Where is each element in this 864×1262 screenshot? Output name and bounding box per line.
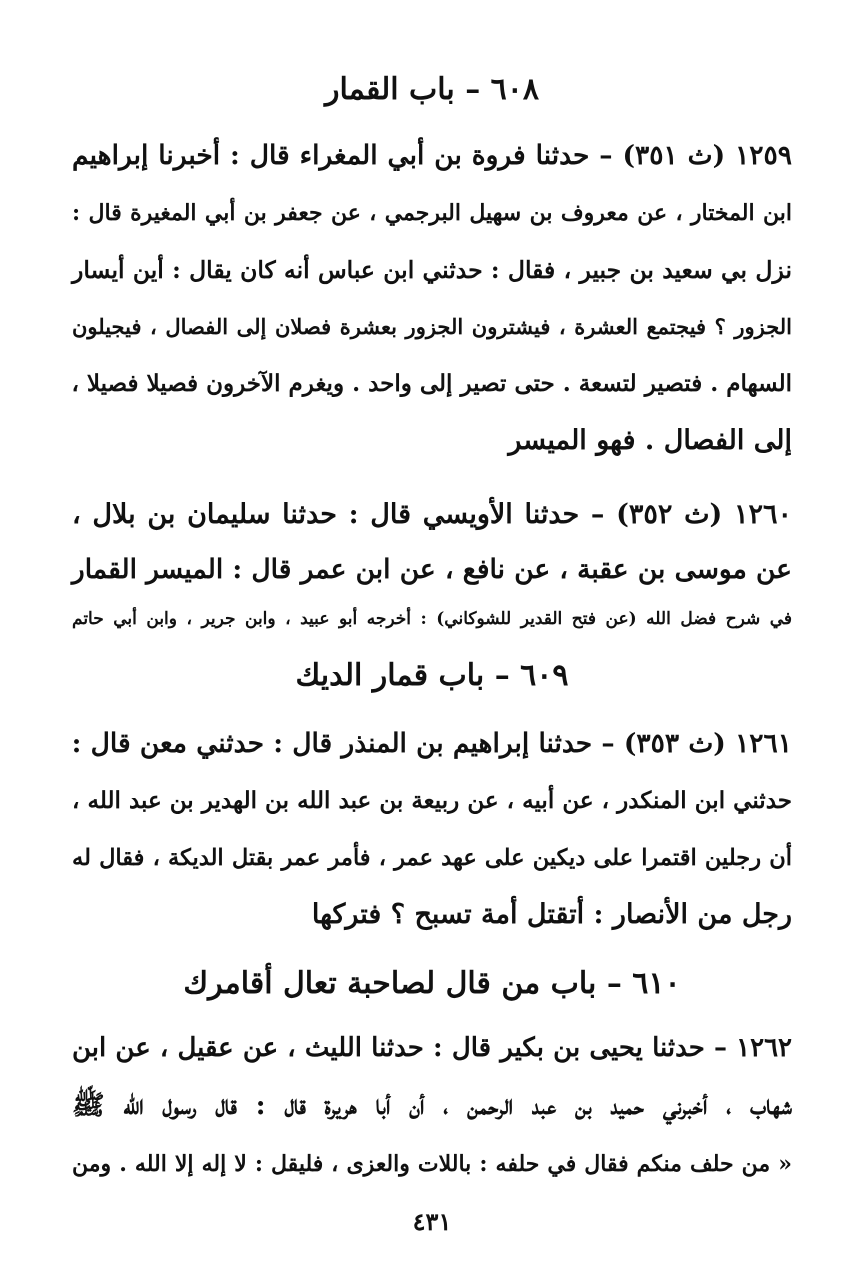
chapter-heading-610-text: ٦١٠ – باب من قال لصاحبة تعال أقامرك	[183, 966, 681, 1001]
hadith-1259-line-6: إلى الفصال . فهو الميسر	[508, 425, 792, 456]
chapter-heading-608	[0, 68, 864, 112]
hadith-1262-line-2: شهاب ، أخبرني حميد بن عبد الرحمن ، أن أبا هريرة قال : قال رسول الله ﷺ	[72, 1090, 792, 1121]
hadith-1260-line-2: عن موسى بن عقبة ، عن نافع ، عن ابن عمر قال : الميسر القمار	[71, 554, 792, 585]
hadith-1260-line-1: ١٢٦٠ (ث ٣٥٢) – حدثنا الأويسي قال : حدثنا سليمان بن بلال ،	[72, 499, 793, 530]
hadith-1259-line-5: السهام . فتصير لتسعة . حتى تصير إلى واحد . ويغرم الآخرون فصيلا فصيلا ،	[71, 370, 792, 397]
hadith-1261-line-3: أن رجلين اقتمرا على ديكين على عهد عمر ، فأمر عمر بقتل الديكة ، فقال له	[72, 845, 792, 871]
chapter-heading-609-text: ٦٠٩ – باب قمار الديك	[295, 658, 569, 693]
hadith-1261-line-1: ١٢٦١ (ث ٣٥٣) – حدثنا إبراهيم بن المنذر قال : حدثني معن قال :	[71, 728, 792, 759]
page-number: ٤٣١	[412, 1207, 452, 1236]
hadith-1261-line-2: حدثني ابن المنكدر ، عن أبيه ، عن ربيعة بن عبد الله بن الهدير بن عبد الله ،	[72, 787, 792, 814]
hadith-1259-line-3: نزل بي سعيد بن جبير ، فقال : حدثني ابن عباس أنه كان يقال : أين أيسار	[72, 256, 792, 284]
hadith-1262-line-1: ١٢٦٢ – حدثنا يحيى بن بكير قال : حدثنا الليث ، عن عقيل ، عن ابن	[72, 1033, 792, 1063]
hadith-1259-line-2: ابن المختار ، عن معروف بن سهيل البرجمي ، عن جعفر بن أبي المغيرة قال :	[72, 200, 792, 226]
hadith-1259-line-1: ١٢٥٩ (ث ٣٥١) – حدثنا فروة بن أبي المغراء قال : أخبرنا إبراهيم	[72, 140, 792, 171]
chapter-heading-608-text: ٦٠٨ – باب القمار	[324, 72, 540, 107]
footnote: في شرح فضل الله (عن فتح القدير للشوكاني) : أخرجه أبو عبيد ، وابن جرير ، وابن أبي حاتم	[72, 609, 792, 629]
chapter-heading-609	[0, 654, 864, 698]
hadith-1261-line-4: رجل من الأنصار : أتقتل أمة تسبح ؟ فتركها	[311, 899, 792, 930]
chapter-heading-610	[0, 962, 864, 1006]
hadith-1262-line-3: « من حلف منكم فقال في حلفه : باللات والعزى ، فليقل : لا إله إلا الله . ومن	[72, 1151, 792, 1177]
hadith-1259-line-4: الجزور ؟ فيجتمع العشرة ، فيشترون الجزور بعشرة فصلان إلى الفصال ، فيجيلون	[72, 314, 792, 339]
